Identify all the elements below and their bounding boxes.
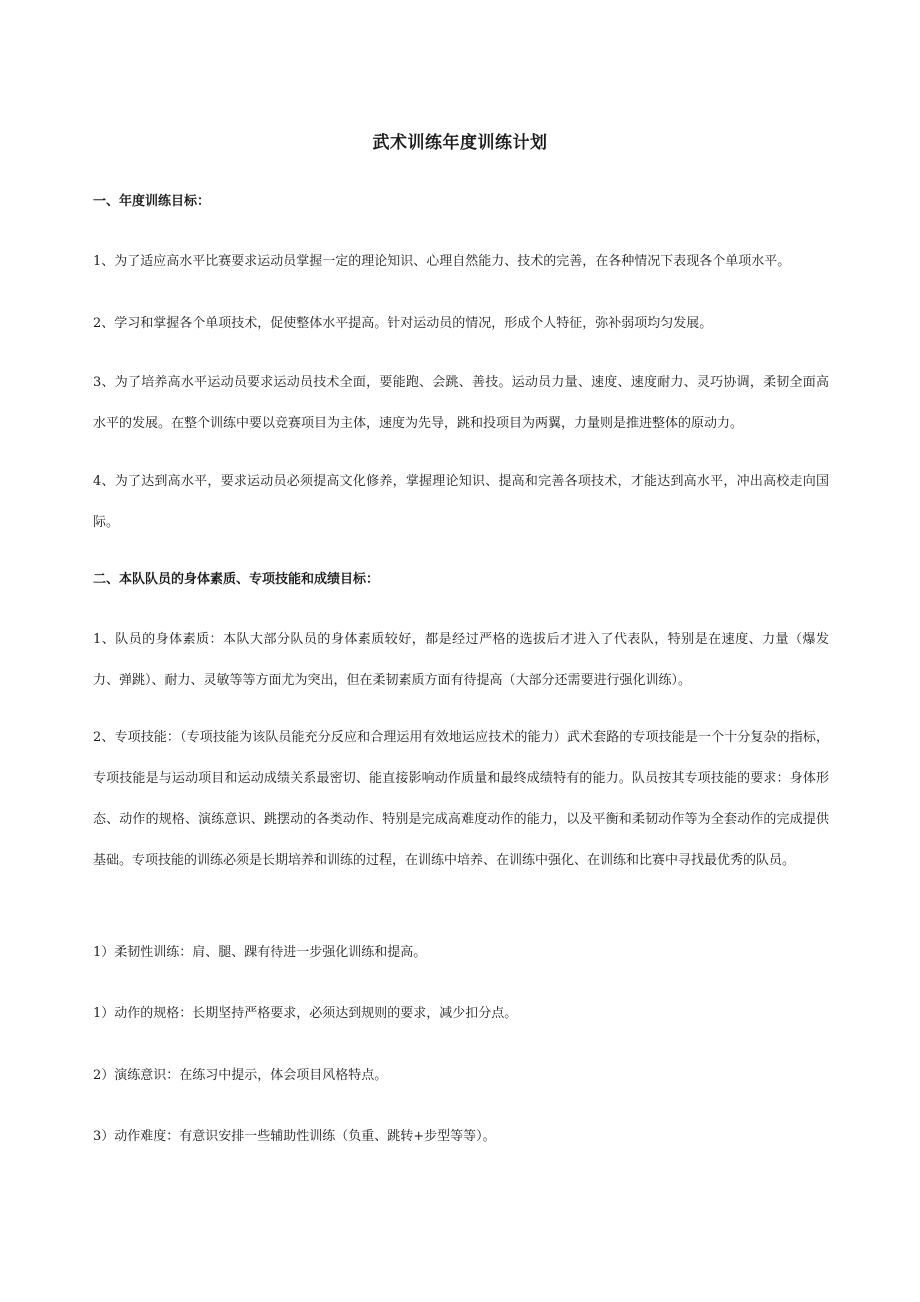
paragraph-goal-4: 4、为了达到高水平，要求运动员必须提高文化修养，掌握理论知识、提高和完善各项技术，才能达到高水平，冲出高校走向国际。 <box>93 474 829 530</box>
paragraph-goal-1: 1、为了适应高水平比赛要求运动员掌握一定的理论知识、心理自然能力、技术的完善，在各种情况下表现各个单项水平。 <box>93 254 791 269</box>
paragraph-physical-quality: 1、队员的身体素质：本队大部分队员的身体素质较好，都是经过严格的选拔后才进入了代表队，特别是在速度、力量（爆发力、弹跳）、耐力、灵敏等等方面尤为突出，但在柔韧素质方面有待提高（大部分还需要进行强化训练）。 <box>93 632 829 688</box>
list-item-performance-awareness: 2）演练意识：在练习中提示，体会项目风格特点。 <box>93 1068 388 1083</box>
list-item-flexibility: 1）柔韧性训练：肩、腿、踝有待进一步强化训练和提高。 <box>93 945 427 960</box>
section-heading-team: 二、本队队员的身体素质、专项技能和成绩目标： <box>93 572 380 587</box>
paragraph-goal-3: 3、为了培养高水平运动员要求运动员技术全面，要能跑、会跳、善技。运动员力量、速度、速度耐力、灵巧协调，柔韧全面高水平的发展。在整个训练中要以竞赛项目为主体，速度为先导，跳和投项目为两翼，力量则是推进整体的原动力。 <box>93 375 829 431</box>
paragraph-special-skills: 2、专项技能：（专项技能为该队员能充分反应和合理运用有效地运应技术的能力）武术套路的专项技能是一个十分复杂的指标，专项技能是与运动项目和运动成绩关系最密切、能直接影响动作质量和最终成绩特有的能力。队员按其专项技能的要求：身体形态、动作的规格、演练意识、跳摆动的各类动作、特别是完成高难度动作的能力，以及平衡和柔韧动作等为全套动作的完成提供基础。专项技能的训练必须是长期培养和训练的过程，在训练中培养、在训练中强化、在训练和比赛中寻找最优秀的队员。 <box>93 730 829 868</box>
list-item-movement-standard: 1）动作的规格：长期坚持严格要求，必须达到规则的要求，减少扣分点。 <box>93 1006 518 1021</box>
list-item-movement-difficulty: 3）动作难度：有意识安排一些辅助性训练（负重、跳转+步型等等）。 <box>93 1129 496 1144</box>
section-heading-goals: 一、年度训练目标： <box>93 194 211 209</box>
page-title: 武术训练年度训练计划 <box>372 133 548 153</box>
paragraph-goal-2: 2、学习和掌握各个单项技术，促使整体水平提高。针对运动员的情况，形成个人特征，弥补弱项均匀发展。 <box>93 316 713 331</box>
